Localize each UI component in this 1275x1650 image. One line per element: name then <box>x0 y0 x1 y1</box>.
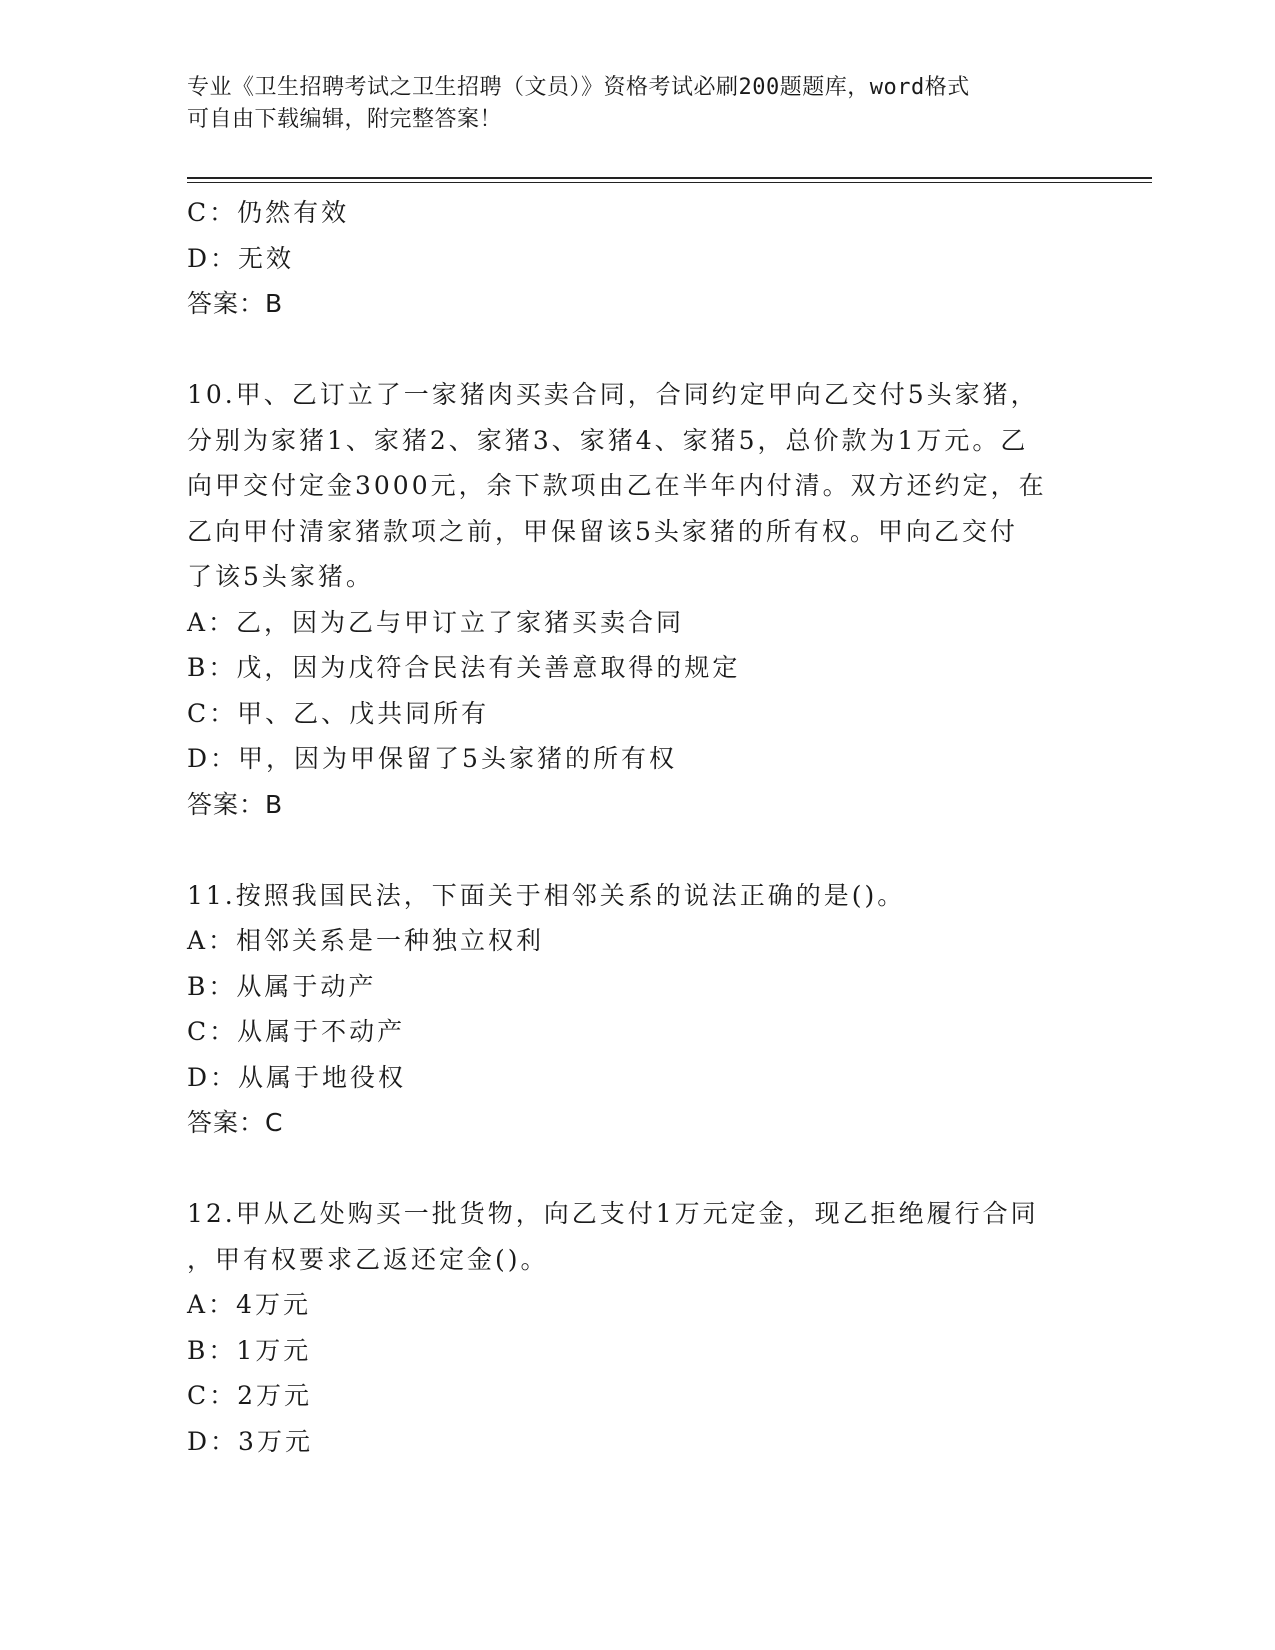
q10-stem-line: 乙向甲付清家猪款项之前，甲保留该5头家猪的所有权。甲向乙交付 <box>187 516 1018 546</box>
q9-answer: 答案：B <box>187 289 284 318</box>
question-9-tail <box>187 190 1087 327</box>
q11-option-d: D：从属于地役权 <box>187 1062 407 1092</box>
q11-option-c: C：从属于不动产 <box>187 1017 406 1046</box>
header-title-line-1: 专业《卫生招聘考试之卫生招聘（文员）》资格考试必刷200题题库，word格式 <box>187 75 970 100</box>
q12-stem-line-1: 12.甲从乙处购买一批货物，向乙支付1万元定金，现乙拒绝履行合同 <box>187 1199 1039 1228</box>
question-11 <box>187 873 1087 1146</box>
q10-option-c: C：甲、乙、戊共同所有 <box>187 698 490 728</box>
spacer <box>187 327 1087 373</box>
q11-answer: 答案：C <box>187 1108 284 1137</box>
header-divider-thin <box>187 182 1152 183</box>
q10-stem-line: 向甲交付定金3000元，余下款项由乙在半年内付清。双方还约定，在 <box>187 471 1047 500</box>
q9-option-c: C：仍然有效 <box>187 198 350 227</box>
q10-option-b: B：戊，因为戊符合民法有关善意取得的规定 <box>187 653 741 682</box>
q11-option-b: B：从属于动产 <box>187 971 377 1001</box>
header-divider-thick <box>187 177 1152 179</box>
q12-option-c: C：2万元 <box>187 1381 313 1410</box>
q10-option-a: A：乙，因为乙与甲订立了家猪买卖合同 <box>187 607 685 637</box>
question-12 <box>187 1191 1087 1464</box>
q10-stem-line: 分别为家猪1、家猪2、家猪3、家猪4、家猪5，总价款为1万元。乙 <box>187 425 1029 455</box>
q10-option-d: D：甲，因为甲保留了5头家猪的所有权 <box>187 744 677 773</box>
q9-option-d: D：无效 <box>187 243 295 273</box>
q11-stem: 11.按照我国民法，下面关于相邻关系的说法正确的是()。 <box>187 880 906 910</box>
question-content <box>187 190 1087 1464</box>
q12-stem-line-2: ，甲有权要求乙返还定金()。 <box>187 1244 549 1274</box>
q11-option-a: A：相邻关系是一种独立权利 <box>187 926 545 955</box>
q12-option-b: B：1万元 <box>187 1335 312 1365</box>
header-title-line-2: 可自由下载编辑，附完整答案！ <box>187 107 503 132</box>
document-header <box>187 72 1087 136</box>
q10-stem-line: 10.甲、乙订立了一家猪肉买卖合同，合同约定甲向乙交付5头家猪， <box>187 380 1039 409</box>
question-10 <box>187 372 1087 827</box>
spacer <box>187 1146 1087 1192</box>
q10-stem-line: 了该5头家猪。 <box>187 562 374 591</box>
q12-option-a: A：4万元 <box>187 1290 311 1319</box>
spacer <box>187 827 1087 873</box>
q10-answer: 答案：B <box>187 789 284 819</box>
q12-option-d: D：3万元 <box>187 1426 313 1456</box>
